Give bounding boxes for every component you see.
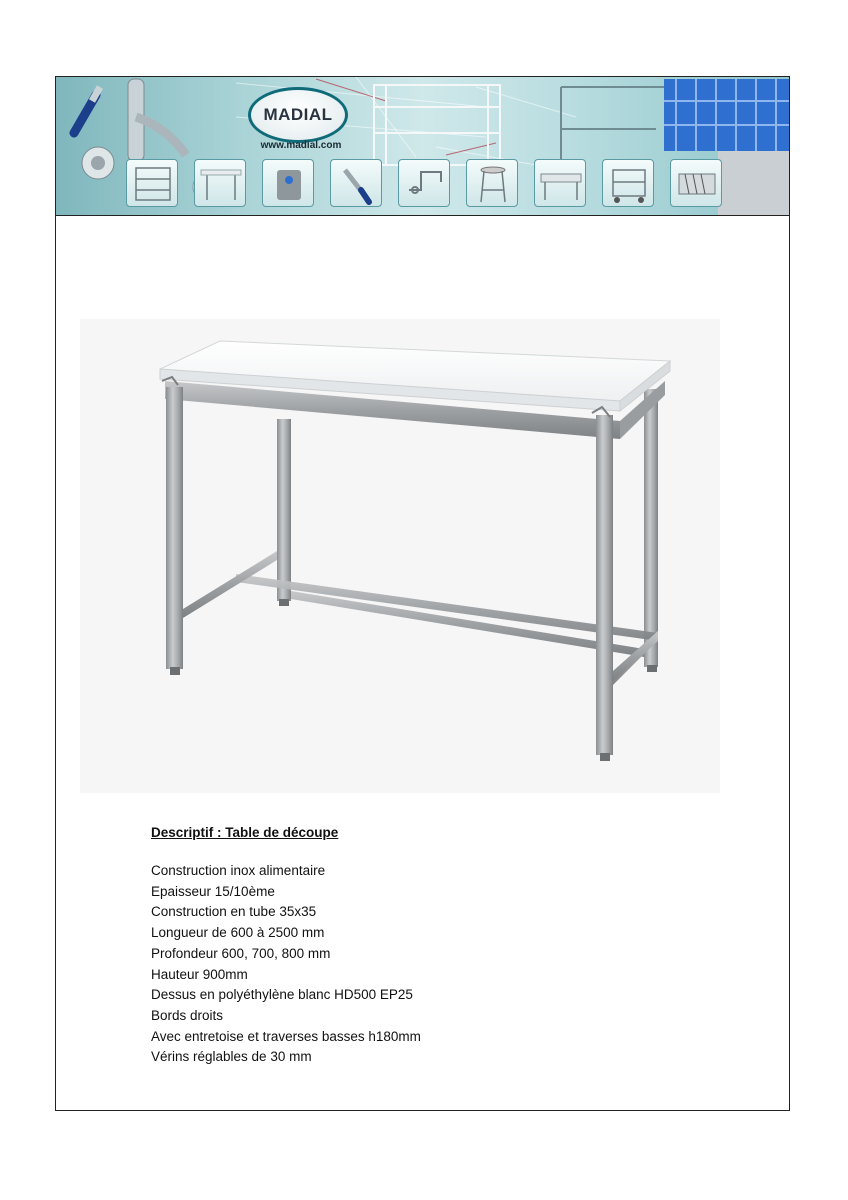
spec-line: Longueur de 600 à 2500 mm [151, 925, 325, 941]
spec-line: Hauteur 900mm [151, 966, 248, 982]
thumbnail-work-table[interactable] [194, 159, 246, 207]
thumbnail-shelving-unit[interactable] [126, 159, 178, 207]
thumbnail-sink-table[interactable] [534, 159, 586, 207]
spec-line: Dessus en polyéthylène blanc HD500 EP25 [151, 987, 413, 1003]
thumbnail-stool[interactable] [466, 159, 518, 207]
header-banner [56, 77, 789, 216]
cutting-table-illustration [80, 319, 720, 793]
product-description [151, 825, 421, 1068]
product-photo [80, 319, 720, 793]
thumbnail-sterilizer[interactable] [262, 159, 314, 207]
spec-line: Avec entretoise et traverses basses h180mm [151, 1028, 421, 1044]
thumbnail-dish-rack[interactable] [670, 159, 722, 207]
page-frame [55, 76, 790, 1111]
spec-line: Profondeur 600, 700, 800 mm [151, 945, 331, 961]
thumbnail-faucet[interactable] [398, 159, 450, 207]
spec-line: Epaisseur 15/10ème [151, 883, 275, 899]
spec-list [151, 861, 421, 1068]
description-title: Descriptif : Table de découpe [151, 825, 339, 840]
spec-line: Vérins réglables de 30 mm [151, 1049, 312, 1065]
site-url: www.madial.com [260, 140, 342, 151]
thumbnail-spray-gun[interactable] [330, 159, 382, 207]
spec-line: Construction inox alimentaire [151, 863, 326, 878]
brand-name: MADIAL [263, 105, 333, 124]
spec-line: Construction en tube 35x35 [151, 904, 317, 920]
madial-logo [248, 87, 348, 143]
thumbnail-trolley[interactable] [602, 159, 654, 207]
spec-line: Bords droits [151, 1007, 224, 1023]
